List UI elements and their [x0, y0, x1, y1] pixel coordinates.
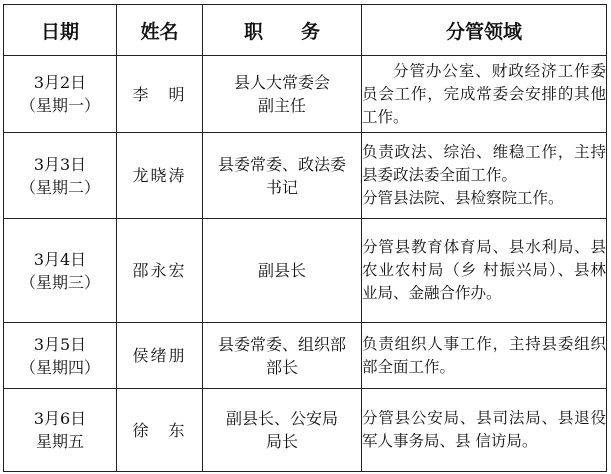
date-text: 3月3日 [33, 154, 87, 174]
post-line: 副县长、公安局 [225, 409, 338, 428]
area-text: 负责组织人事工作，主持县委组织部全面工作。 [362, 334, 606, 376]
header-date: 日期 [4, 5, 117, 56]
table-row [4, 133, 607, 219]
date-text: 3月4日 [33, 249, 87, 269]
date-cell [4, 56, 117, 133]
header-area: 分管领域 [362, 5, 607, 56]
post-line: 部长 [265, 357, 298, 377]
area-text: 分管县法院、县检察院工作。 [362, 189, 564, 207]
date-text: 3月5日 [33, 334, 87, 354]
post-line: 县人大常委会 [233, 73, 330, 92]
area-cell [362, 389, 607, 472]
post-line: 县委常委、政法委 [217, 154, 346, 174]
name-cell: 龙晓涛 [117, 133, 203, 219]
post-line: 书记 [265, 177, 298, 197]
post-line: 县委常委、组织部 [217, 334, 346, 354]
table-row [4, 323, 607, 389]
area-text: 分管县公安局、县司法局、县退役军人事务局、县 信访局。 [362, 409, 606, 450]
date-cell [4, 389, 117, 472]
name-cell: 邵永宏 [117, 219, 203, 323]
date-text: 3月6日 [33, 409, 87, 428]
header-post: 职 务 [203, 5, 362, 56]
weekday-text: （星期二） [19, 177, 100, 197]
name-cell: 侯绪朋 [117, 323, 203, 389]
area-text: 负责政法、综治、维稳工作，主持县委政法委全面工作。 [362, 143, 606, 184]
area-text: 分管县教育体育局、县水利局、县农业农村局（乡 村振兴局）、县林业局、金融合作办。 [362, 238, 606, 302]
post-cell [203, 219, 362, 323]
area-text: 分管办公室、财政经济工作委员会工作，完成常委会安排的其他工作。 [362, 61, 606, 126]
table-row [4, 389, 607, 472]
weekday-text: （星期四） [19, 357, 100, 377]
duty-schedule-table [3, 4, 607, 472]
name-cell: 徐 东 [117, 389, 203, 472]
post-cell [203, 133, 362, 219]
area-cell [362, 133, 607, 219]
name-cell: 李 明 [117, 56, 203, 133]
area-cell [362, 219, 607, 323]
date-text: 3月2日 [33, 73, 87, 92]
post-cell [203, 389, 362, 472]
area-cell [362, 56, 607, 133]
post-line: 副主任 [257, 96, 306, 115]
table-header-row [4, 5, 607, 56]
post-cell [203, 56, 362, 133]
header-name: 姓名 [117, 5, 203, 56]
weekday-text: （星期三） [19, 272, 100, 292]
weekday-text: （星期一） [19, 96, 100, 115]
post-cell [203, 323, 362, 389]
post-line: 副县长 [257, 261, 306, 280]
date-cell [4, 133, 117, 219]
date-cell [4, 219, 117, 323]
table-row [4, 56, 607, 133]
table-row [4, 219, 607, 323]
weekday-text: 星期五 [35, 432, 84, 451]
area-cell [362, 323, 607, 389]
date-cell [4, 323, 117, 389]
post-line: 局长 [265, 432, 298, 451]
